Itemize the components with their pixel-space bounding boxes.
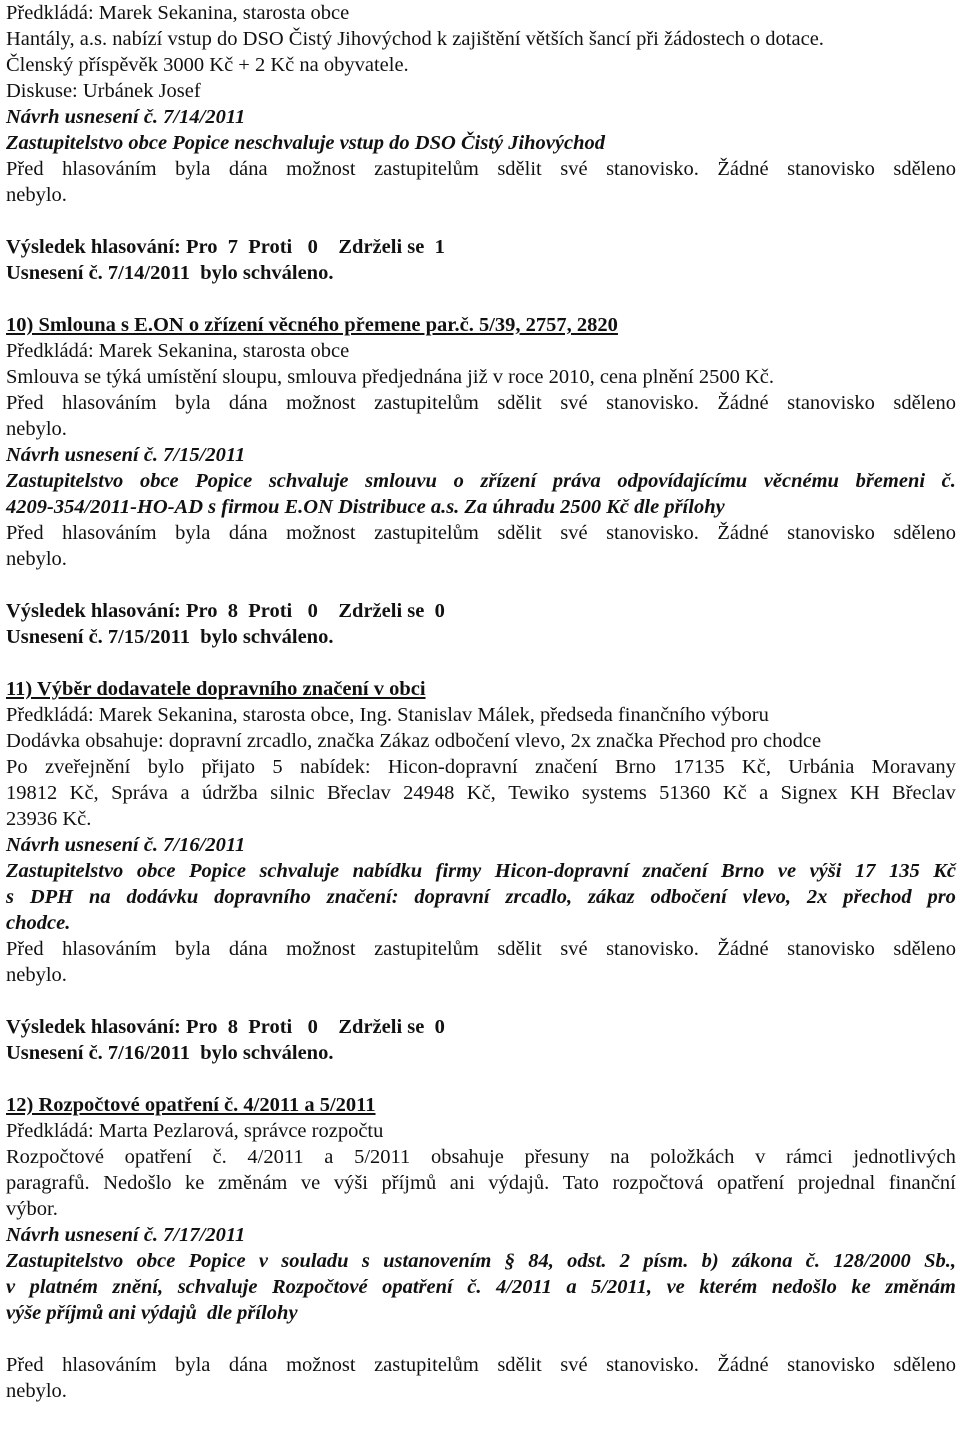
word: platném bbox=[29, 1276, 98, 1298]
word: stanovisko bbox=[787, 1354, 875, 1376]
word: 19812 bbox=[6, 782, 58, 804]
word: sděleno bbox=[893, 938, 956, 960]
word: Zastupitelstvo bbox=[6, 1250, 124, 1272]
voting-note-end: nebylo. bbox=[6, 1380, 67, 1402]
word: ke bbox=[185, 1172, 205, 1194]
submitter-line: Předkládá: Marek Sekanina, starosta obce, Ing. Stanislav Málek, předseda finančního výboru bbox=[6, 704, 769, 726]
word: 5/2011 bbox=[354, 1146, 411, 1168]
word: své bbox=[560, 1354, 588, 1376]
word: možnost bbox=[286, 158, 356, 180]
word: přesuny bbox=[524, 1146, 590, 1168]
word: obce bbox=[139, 470, 179, 492]
word: možnost bbox=[286, 1354, 356, 1376]
word: zákona bbox=[732, 1250, 793, 1272]
word: hlasováním bbox=[62, 1354, 157, 1376]
resolution-approved: Usnesení č. 7/14/2011 bylo schváleno. bbox=[6, 262, 334, 284]
word: ve bbox=[777, 860, 797, 882]
word: opatření bbox=[717, 1172, 785, 1194]
word: Brno bbox=[614, 756, 656, 778]
word: znění, bbox=[112, 1276, 164, 1298]
word: zveřejnění bbox=[45, 756, 131, 778]
word: dodávku bbox=[126, 886, 199, 908]
paragraph-line: Hantály, a.s. nabízí vstup do DSO Čistý Jihovýchod k zajištění větších šancí při žádostech o dotace. bbox=[6, 28, 824, 50]
word: Moravany bbox=[871, 756, 956, 778]
word: 5/2011, bbox=[591, 1276, 653, 1298]
voting-note-justified bbox=[6, 936, 956, 962]
word: ve bbox=[300, 1172, 321, 1194]
word: Před bbox=[6, 522, 44, 544]
resolution-approved: Usnesení č. 7/16/2011 bylo schváleno. bbox=[6, 1042, 334, 1064]
word: věcnému bbox=[763, 470, 839, 492]
word: paragrafů. bbox=[6, 1172, 90, 1194]
word: rámci bbox=[786, 1146, 833, 1168]
word: a bbox=[759, 782, 769, 804]
word: Signex bbox=[780, 782, 838, 804]
word: odbočení bbox=[650, 886, 727, 908]
word: dopravní bbox=[414, 886, 490, 908]
word: své bbox=[560, 392, 588, 414]
word: Kč bbox=[933, 860, 956, 882]
word: sděleno bbox=[893, 1354, 956, 1376]
word: 5 bbox=[272, 756, 283, 778]
resolution-text bbox=[6, 1248, 956, 1274]
word: dána bbox=[228, 392, 268, 414]
resolution-proposal-heading: Návrh usnesení č. 7/16/2011 bbox=[6, 834, 246, 856]
word: firmy bbox=[435, 860, 482, 882]
word: č. bbox=[467, 1276, 482, 1298]
word: výši bbox=[333, 1172, 368, 1194]
word: souladu bbox=[281, 1250, 349, 1272]
word: výdajů. bbox=[488, 1172, 550, 1194]
word: 2x bbox=[806, 886, 828, 908]
word: s bbox=[6, 886, 14, 908]
resolution-text: Zastupitelstvo obce Popice neschvaluje vstup do DSO Čistý Jihovýchod bbox=[6, 132, 606, 154]
word: Popice bbox=[195, 470, 253, 492]
word: nabídku bbox=[352, 860, 423, 882]
word: možnost bbox=[286, 938, 356, 960]
resolution-text bbox=[6, 884, 956, 910]
section-heading: 10) Smlouna s E.ON o zřízení věcného přemene par.č. 5/39, 2757, 2820 bbox=[6, 314, 618, 336]
word: ve bbox=[666, 1276, 685, 1298]
resolution-text: chodce. bbox=[6, 912, 71, 934]
word: sdělit bbox=[497, 938, 542, 960]
word: své bbox=[560, 522, 588, 544]
word: 4/2011 bbox=[247, 1146, 304, 1168]
word: kterém bbox=[699, 1276, 758, 1298]
word: nedošlo bbox=[771, 1276, 837, 1298]
word: jednotlivých bbox=[853, 1146, 956, 1168]
word: a bbox=[566, 1276, 577, 1298]
word: stanovisko. bbox=[606, 158, 699, 180]
word: Nedošlo bbox=[103, 1172, 172, 1194]
word: 17135 bbox=[673, 756, 725, 778]
word: sdělit bbox=[497, 392, 542, 414]
word: projednal bbox=[797, 1172, 876, 1194]
word: zrcadlo, bbox=[505, 886, 573, 908]
section-heading: 11) Výběr dodavatele dopravního značení v obci bbox=[6, 678, 426, 700]
word: finanční bbox=[888, 1172, 956, 1194]
word: Kč, bbox=[741, 756, 771, 778]
submitter-line: Předkládá: Marta Pezlarová, správce rozpočtu bbox=[6, 1120, 384, 1142]
resolution-text: výše příjmů ani výdajů dle přílohy bbox=[6, 1302, 298, 1324]
word: na bbox=[610, 1146, 630, 1168]
word: zákaz bbox=[587, 886, 635, 908]
word: své bbox=[560, 938, 588, 960]
word: Rozpočtové bbox=[6, 1146, 104, 1168]
voting-note-justified bbox=[6, 1352, 956, 1378]
word: Popice bbox=[188, 1250, 246, 1272]
word: 4/2011 bbox=[496, 1276, 552, 1298]
word: ke bbox=[851, 1276, 871, 1298]
word: údržba bbox=[201, 782, 258, 804]
word: Popice bbox=[189, 860, 246, 882]
word: obsahuje bbox=[430, 1146, 504, 1168]
word: sděleno bbox=[893, 158, 956, 180]
vote-result: Výsledek hlasování: Pro 7 Proti 0 Zdrželi se 1 bbox=[6, 236, 445, 258]
word: s bbox=[361, 1250, 370, 1272]
word: přijato bbox=[201, 756, 256, 778]
word: Žádné bbox=[717, 1354, 769, 1376]
word: zastupitelům bbox=[374, 158, 479, 180]
word: stanovisko. bbox=[606, 392, 699, 414]
voting-note-end: nebylo. bbox=[6, 964, 67, 986]
paragraph-line: Dodávka obsahuje: dopravní zrcadlo, značka Zákaz odbočení vlevo, 2x značka Přechod pro chodce bbox=[6, 730, 822, 752]
word: položkách bbox=[650, 1146, 735, 1168]
word: č. bbox=[212, 1146, 227, 1168]
word: Tato bbox=[562, 1172, 599, 1194]
word: Před bbox=[6, 392, 44, 414]
voting-note-end: nebylo. bbox=[6, 548, 67, 570]
word: Břeclav bbox=[892, 782, 956, 804]
word: opatření bbox=[382, 1276, 453, 1298]
resolution-proposal-heading: Návrh usnesení č. 7/14/2011 bbox=[6, 106, 246, 128]
word: schvaluje bbox=[177, 1276, 258, 1298]
word: byla bbox=[175, 938, 211, 960]
word: možnost bbox=[286, 522, 356, 544]
word: stanovisko bbox=[787, 392, 875, 414]
word: Žádné bbox=[717, 522, 769, 544]
word: Správa bbox=[111, 782, 169, 804]
word: možnost bbox=[286, 392, 356, 414]
word: pro bbox=[927, 886, 956, 908]
word: Zastupitelstvo bbox=[6, 860, 124, 882]
voting-note-end: nebylo. bbox=[6, 184, 67, 206]
vote-result: Výsledek hlasování: Pro 8 Proti 0 Zdrželi se 0 bbox=[6, 1016, 445, 1038]
word: opatření bbox=[124, 1146, 192, 1168]
paragraph-line-justified bbox=[6, 1170, 956, 1196]
word: značení bbox=[642, 860, 708, 882]
word: sdělit bbox=[497, 522, 542, 544]
word: DPH bbox=[29, 886, 74, 908]
word: Tewiko bbox=[508, 782, 570, 804]
word: odpovídajícímu bbox=[617, 470, 748, 492]
word: změnám bbox=[885, 1276, 956, 1298]
word: 84, bbox=[528, 1250, 554, 1272]
word: Žádné bbox=[717, 158, 769, 180]
resolution-proposal-heading: Návrh usnesení č. 7/15/2011 bbox=[6, 444, 246, 466]
voting-note-justified bbox=[6, 156, 956, 182]
word: Hicon-dopravní bbox=[494, 860, 630, 882]
word: Břeclav bbox=[326, 782, 391, 804]
word: Žádné bbox=[717, 392, 769, 414]
word: 17 bbox=[854, 860, 876, 882]
word: stanovisko. bbox=[606, 1354, 699, 1376]
word: byla bbox=[175, 1354, 211, 1376]
word: systems bbox=[581, 782, 647, 804]
word: sdělit bbox=[497, 158, 542, 180]
submitter-line: Předkládá: Marek Sekanina, starosta obce bbox=[6, 2, 350, 24]
word: sděleno bbox=[893, 392, 956, 414]
word: KH bbox=[850, 782, 880, 804]
word: Hicon-dopravní bbox=[387, 756, 518, 778]
word: nabídek: bbox=[299, 756, 371, 778]
word: schvaluje bbox=[259, 860, 340, 882]
word: zastupitelům bbox=[374, 938, 479, 960]
paragraph-line: Smlouva se týká umístění sloupu, smlouva předjednána již v roce 2010, cena plnění 2500 Kč. bbox=[6, 366, 775, 388]
paragraph-line: 23936 Kč. bbox=[6, 808, 92, 830]
word: sdělit bbox=[497, 1354, 542, 1376]
word: bylo bbox=[147, 756, 185, 778]
word: v bbox=[258, 1250, 268, 1272]
word: sděleno bbox=[893, 522, 956, 544]
word: stanovisko bbox=[787, 158, 875, 180]
word: Urbánia bbox=[788, 756, 855, 778]
word: rozpočtová bbox=[612, 1172, 704, 1194]
word: hlasováním bbox=[62, 522, 157, 544]
word: Kč bbox=[722, 782, 747, 804]
word: ustanovením bbox=[383, 1250, 492, 1272]
word: 135 bbox=[888, 860, 920, 882]
word: ani bbox=[449, 1172, 475, 1194]
word: schvaluje bbox=[268, 470, 349, 492]
word: obce bbox=[136, 1250, 176, 1272]
paragraph-line-justified bbox=[6, 780, 956, 806]
word: hlasováním bbox=[62, 938, 157, 960]
word: dána bbox=[228, 522, 268, 544]
word: č. bbox=[805, 1250, 820, 1272]
document-page bbox=[6, 0, 956, 1404]
paragraph-line-justified bbox=[6, 754, 956, 780]
voting-note-end: nebylo. bbox=[6, 418, 67, 440]
word: stanovisko bbox=[787, 522, 875, 544]
word: Sb., bbox=[924, 1250, 956, 1272]
word: Kč, bbox=[69, 782, 99, 804]
voting-note-justified bbox=[6, 390, 956, 416]
word: příjmů bbox=[381, 1172, 437, 1194]
word: své bbox=[560, 158, 588, 180]
paragraph-line: Členský příspěvěk 3000 Kč + 2 Kč na obyvatele. bbox=[6, 54, 409, 76]
word: a bbox=[180, 782, 190, 804]
word: Brno bbox=[721, 860, 765, 882]
vote-result: Výsledek hlasování: Pro 8 Proti 0 Zdrželi se 0 bbox=[6, 600, 445, 622]
word: výši bbox=[809, 860, 842, 882]
word: stanovisko. bbox=[606, 522, 699, 544]
word: břemeni bbox=[855, 470, 926, 492]
word: v bbox=[755, 1146, 766, 1168]
word: přechod bbox=[843, 886, 912, 908]
word: Před bbox=[6, 1354, 44, 1376]
word: zastupitelům bbox=[374, 392, 479, 414]
discussion-line: Diskuse: Urbánek Josef bbox=[6, 80, 201, 102]
submitter-line: Předkládá: Marek Sekanina, starosta obce bbox=[6, 340, 350, 362]
word: silnic bbox=[270, 782, 315, 804]
word: písm. bbox=[643, 1250, 689, 1272]
word: hlasováním bbox=[62, 158, 157, 180]
word: značení: bbox=[326, 886, 399, 908]
word: stanovisko bbox=[787, 938, 875, 960]
word: Žádné bbox=[717, 938, 769, 960]
resolution-approved: Usnesení č. 7/15/2011 bylo schváleno. bbox=[6, 626, 334, 648]
word: b) bbox=[701, 1250, 719, 1272]
voting-note-justified bbox=[6, 520, 956, 546]
word: změnám bbox=[217, 1172, 288, 1194]
word: dopravního bbox=[214, 886, 311, 908]
resolution-text bbox=[6, 468, 956, 494]
word: stanovisko. bbox=[606, 938, 699, 960]
word: na bbox=[88, 886, 111, 908]
paragraph-line-justified bbox=[6, 1144, 956, 1170]
word: obce bbox=[136, 860, 176, 882]
word: zřízení bbox=[480, 470, 537, 492]
word: Po bbox=[6, 756, 28, 778]
word: 128/2000 bbox=[833, 1250, 911, 1272]
paragraph-line: výbor. bbox=[6, 1198, 58, 1220]
resolution-proposal-heading: Návrh usnesení č. 7/17/2011 bbox=[6, 1224, 246, 1246]
word: č. bbox=[941, 470, 956, 492]
word: 51360 bbox=[659, 782, 711, 804]
word: vlevo, bbox=[742, 886, 792, 908]
word: smlouvu bbox=[365, 470, 437, 492]
word: Před bbox=[6, 158, 44, 180]
word: § bbox=[504, 1250, 515, 1272]
word: práva bbox=[552, 470, 601, 492]
section-heading: 12) Rozpočtové opatření č. 4/2011 a 5/2011 bbox=[6, 1094, 376, 1116]
word: byla bbox=[175, 522, 211, 544]
word: byla bbox=[175, 392, 211, 414]
word: 2 bbox=[619, 1250, 631, 1272]
word: v bbox=[6, 1276, 16, 1298]
word: dána bbox=[228, 158, 268, 180]
resolution-text: 4209-354/2011-HO-AD s firmou E.ON Distribuce a.s. Za úhradu 2500 Kč dle přílohy bbox=[6, 496, 725, 518]
word: zastupitelům bbox=[374, 1354, 479, 1376]
word: byla bbox=[175, 158, 211, 180]
resolution-text bbox=[6, 1274, 956, 1300]
word: zastupitelům bbox=[374, 522, 479, 544]
word: hlasováním bbox=[62, 392, 157, 414]
word: dána bbox=[228, 938, 268, 960]
word: 24948 bbox=[403, 782, 455, 804]
word: odst. bbox=[567, 1250, 607, 1272]
word: značení bbox=[535, 756, 598, 778]
resolution-text bbox=[6, 858, 956, 884]
word: Rozpočtové bbox=[271, 1276, 368, 1298]
word: Kč, bbox=[466, 782, 496, 804]
word: a bbox=[324, 1146, 334, 1168]
word: Před bbox=[6, 938, 44, 960]
word: dána bbox=[228, 1354, 268, 1376]
word: o bbox=[453, 470, 464, 492]
word: Zastupitelstvo bbox=[6, 470, 124, 492]
